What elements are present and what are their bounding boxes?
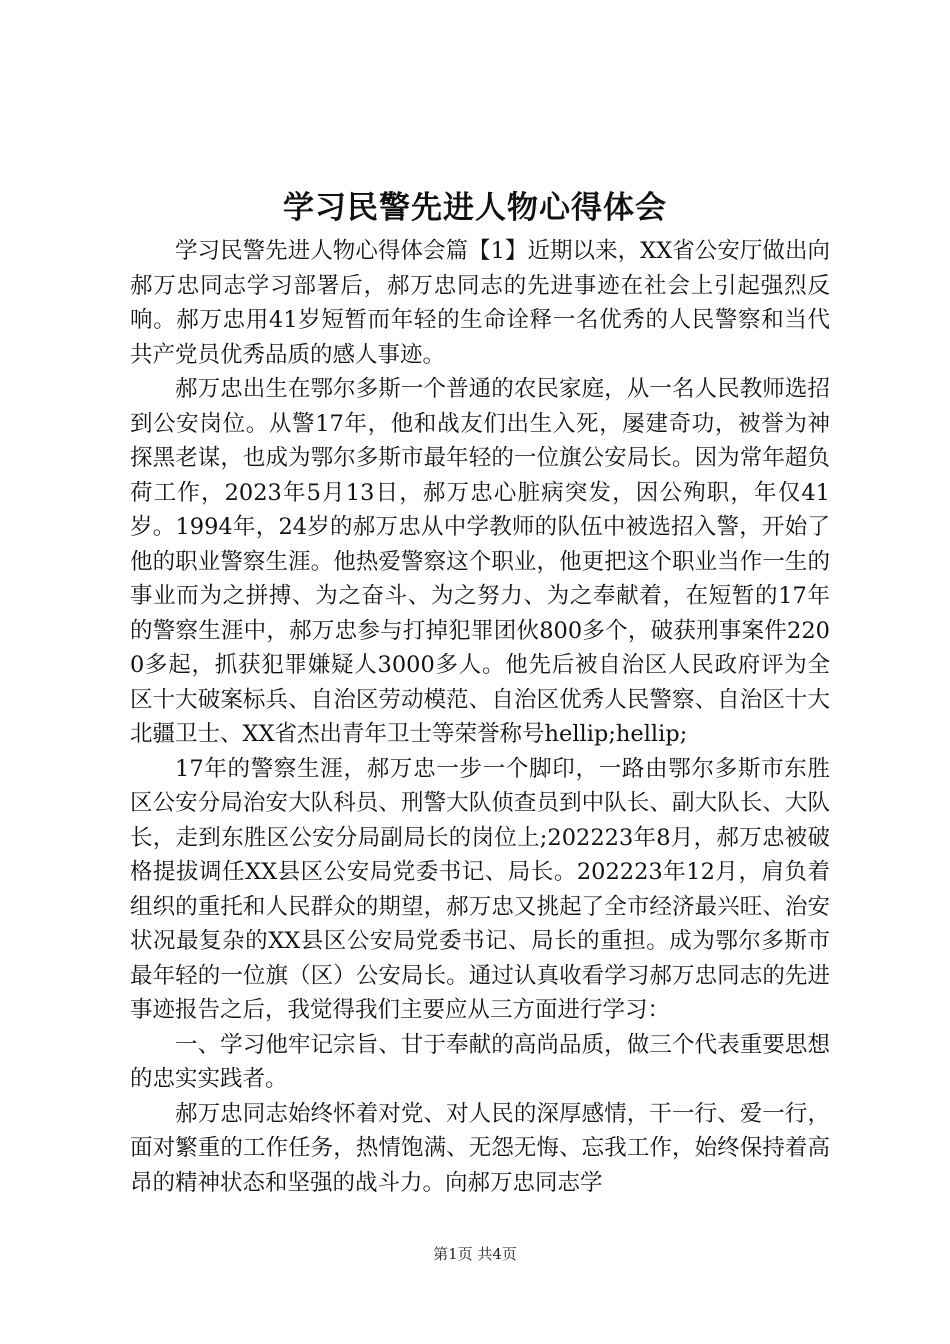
paragraph: 一、学习他牢记宗旨、甘于奉献的高尚品质，做三个代表重要思想的忠实实践者。 bbox=[130, 1031, 830, 1092]
paragraph: 郝万忠出生在鄂尔多斯一个普通的农民家庭，从一名人民教师选招到公安岗位。从警17年，他和战友们出生入死，屡建奇功，被誉为神探黑老谋，也成为鄂尔多斯市最年轻的一位旗公安局长。因为常年超负荷工作，2023年5月13日，郝万忠心脏病突发，因公殉职，年仅41岁。1994年，24岁的郝万忠从中学教师的队伍中被选招入警，开始了他的职业警察生涯。他热爱警察这个职业，他更把这个职业当作一生的事业而为之拼搏、为之奋斗、为之努力、为之奉献着，在短暂的17年的警察生涯中，郝万忠参与打掉犯罪团伙800多个，破获刑事案件2200多起，抓获犯罪嫌疑人3000多人。他先后被自治区人民政府评为全区十大破案标兵、自治区劳动模范、自治区优秀人民警察、自治区十大北疆卫士、XX省杰出青年卫士等荣誉称号hellip;hellip; bbox=[130, 376, 830, 747]
paragraph: 17年的警察生涯，郝万忠一步一个脚印，一路由鄂尔多斯市东胜区公安分局治安大队科员、刑警大队侦查员到中队长、副大队长、大队长，走到东胜区公安分局副局长的岗位上;202223年8月，郝万忠被破格提拔调任XX县区公安局党委书记、局长。202223年12月，肩负着组织的重托和人民群众的期望，郝万忠又挑起了全市经济最兴旺、治安状况最复杂的XX县区公安局党委书记、局长的重担。成为鄂尔多斯市最年轻的一位旗（区）公安局长。通过认真收看学习郝万忠同志的先进事迹报告之后，我觉得我们主要应从三方面进行学习： bbox=[130, 755, 830, 1023]
page-footer: 第1页 共4页 bbox=[433, 1245, 517, 1263]
paragraph: 学习民警先进人物心得体会篇【1】近期以来，XX省公安厅做出向郝万忠同志学习部署后，郝万忠同志的先进事迹在社会上引起强烈反响。郝万忠用41岁短暂而年轻的生命诠释一名优秀的人民警察和当代共产党员优秀品质的感人事迹。 bbox=[130, 238, 830, 368]
document-title: 学习民警先进人物心得体会 bbox=[283, 190, 667, 226]
document-body bbox=[130, 234, 830, 1200]
paragraph: 郝万忠同志始终怀着对党、对人民的深厚感情，干一行、爱一行，面对繁重的工作任务，热情饱满、无怨无悔、忘我工作，始终保持着高昂的精神状态和坚强的战斗力。向郝万忠同志学 bbox=[130, 1100, 830, 1196]
